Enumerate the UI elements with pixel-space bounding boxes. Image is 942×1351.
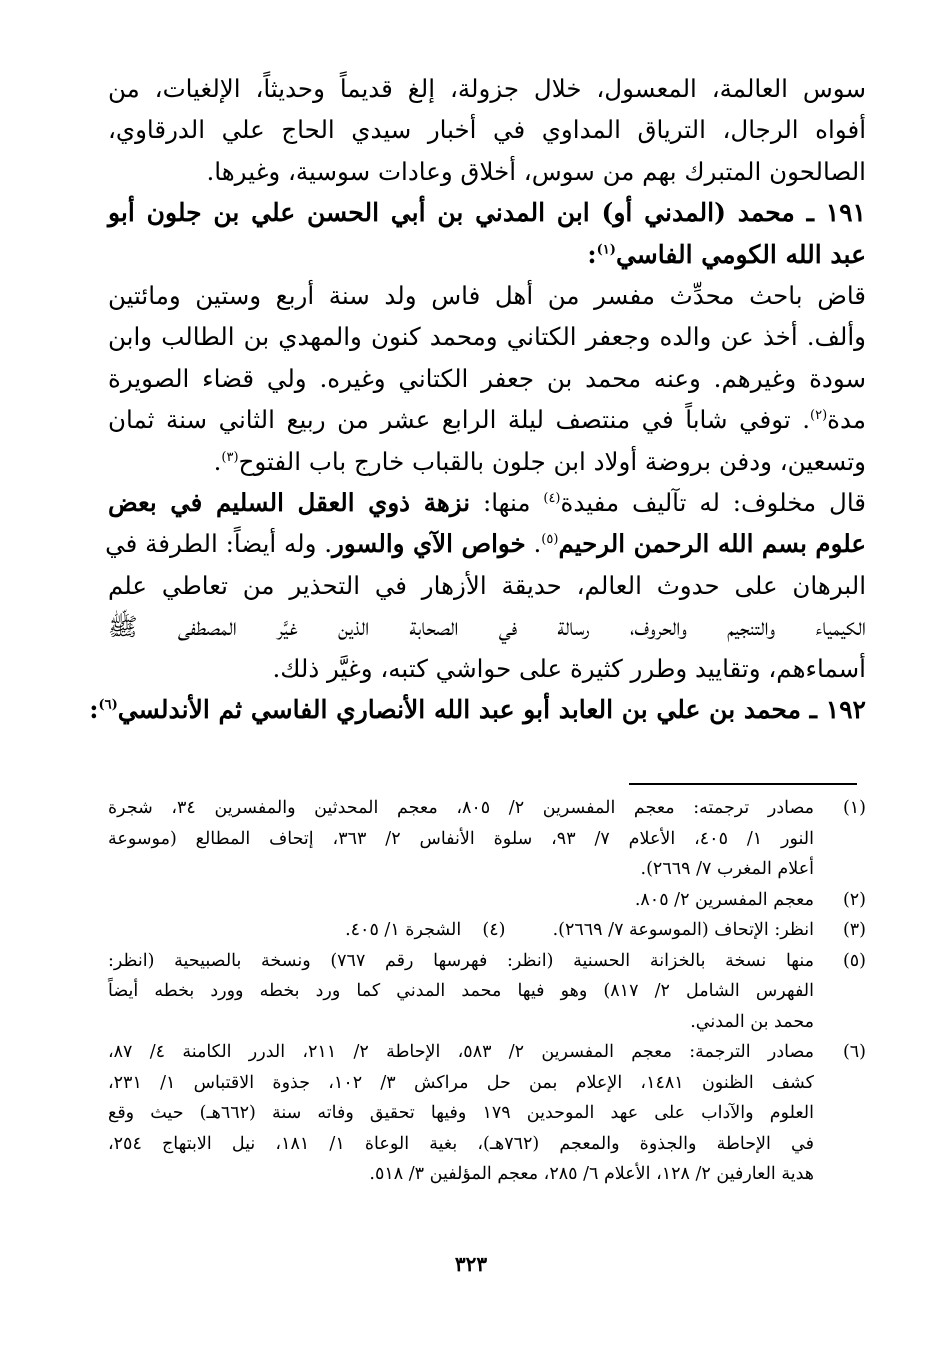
footnote-body	[108, 885, 814, 916]
footnote-line: العلوم والآداب على عهد الموحدين ١٧٩ وفيها تحقيق وفاته سنة (٦٦٢هـ) حيث وقع	[108, 1103, 814, 1123]
text-line: الصالحون المتبرك بهم من سوس، أخلاق وعادات سوسية، وغيرها.	[206, 156, 866, 186]
text-line	[108, 399, 866, 440]
footnote-ref: (٦)	[98, 697, 118, 713]
footnote-body	[108, 1037, 814, 1190]
footnote-ref: (٥)	[541, 532, 559, 548]
text-line: أسماءهم، وتقاييد وطرر كثيرة على حواشي كتبه، وغيَّر ذلك.	[272, 653, 866, 683]
text-line: قاض باحث محدِّث مفسر من أهل فاس ولد سنة أربع وستين ومائتين	[108, 281, 866, 311]
footnote-line: مصادر ترجمته: معجم المفسرين ٢/ ٨٠٥، معجم المحدثين والمفسرين ٣٤، شجرة	[108, 798, 815, 818]
text-span: منها:	[470, 488, 544, 518]
footnote-line: أعلام المغرب ٧/ ٢٦٦٩).	[640, 859, 814, 879]
text-line: سوس العالمة، المعسول، خلال جزولة، إلغ قديماً وحديثاً، الإلغيات، من	[108, 74, 866, 103]
footnote-5	[108, 946, 866, 1038]
footnote-body	[108, 946, 814, 1038]
text-line	[105, 523, 866, 564]
footnote-line: الفهرس الشامل ٢/ ٨١٧) وهو فيها محمد المدني كما ورد بخطه وورد بخطه أيضاً	[108, 981, 814, 1001]
footnote-ref: (٣)	[221, 449, 239, 465]
text-span: .	[525, 529, 542, 559]
footnote-separator	[629, 783, 857, 785]
book-title: علوم بسم الله الرحمن الرحيم	[558, 529, 866, 559]
footnote-line: كشف الظنون ١٤٨١، الإعلام بمن حل مراكش ٣/ ١٠٢، جذوة الاقتباس ١/ ٢٣١،	[108, 1072, 814, 1093]
text-line: وألف. أخذ عن والده وجعفر الكتاني ومحمد كنون والمهدي بن الطالب وابن	[108, 322, 866, 352]
footnote-line	[108, 915, 814, 946]
footnote-number: (١)	[842, 798, 866, 818]
heading-text: ١٩٢ ـ محمد بن علي بن العابد أبو عبد الله الأنصاري الفاسي ثم الأندلسي	[117, 695, 866, 725]
footnote-ref: (١)	[596, 242, 616, 258]
footnote-ref: (٤)	[543, 490, 561, 506]
text-line: الكيمياء والتنجيم والحروف، رسالة في الصحابة الذين غيَّر المصطفى ﷺ	[108, 612, 866, 642]
footnote-3-text: انظر: الإتحاف (الموسوعة ٧/ ٢٦٦٩).	[552, 920, 814, 940]
footnote-number: (٣)	[842, 920, 866, 940]
text-line: البرهان على حدوث العالم، حديقة الأزهار في التحذير من تعاطي علم	[108, 570, 866, 600]
footnotes	[108, 793, 866, 1190]
heading-colon: :	[89, 695, 99, 725]
footnote-line: منها نسخة بالخزانة الحسنية (انظر: فهرسها رقم ٧٦٧) ونسخة بالصبيحية (انظر:	[108, 950, 814, 971]
entry-191-heading: ١٩١ ـ محمد (المدني أو) ابن المدني بن أبي الحسن علي بن جلون أبو	[108, 198, 866, 228]
text-span: . توفي شاباً في منتصف ليلة الرابع عشر من ربيع الثاني سنة ثمان	[108, 405, 811, 435]
text-line	[108, 482, 866, 523]
text-line: سودة وغيرهم. وعنه محمد بن جعفر الكتاني وغيره. ولي قضاء الصويرة	[108, 363, 866, 393]
footnote-1	[108, 793, 866, 885]
text-span: وتسعين، ودفن بروضة أولاد ابن جلون بالقباب خارج باب الفتوح	[238, 446, 866, 476]
footnote-number: (٦)	[842, 1042, 866, 1062]
footnote-line: محمد بن المدني.	[690, 1011, 814, 1032]
footnote-4-text: الشجرة ١/ ٤٠٥.	[345, 920, 462, 940]
footnote-number: (٥)	[842, 950, 866, 971]
footnote-2	[108, 885, 866, 916]
text-line: أفواه الرجال، الترياق المداوي في أخبار سيدي الحاج علي الدرقاوي،	[108, 115, 866, 145]
heading-text: عبد الله الكومي الفاسي	[615, 239, 866, 269]
footnote-body	[108, 793, 814, 885]
footnote-body	[108, 915, 814, 946]
text-line	[108, 441, 866, 482]
page-number: ٣٢٣	[454, 1252, 488, 1276]
footnote-3-4	[108, 915, 866, 946]
book-title: خواص الآي والسور	[332, 529, 526, 559]
footnote-ref: (٢)	[810, 408, 828, 424]
footnote-line: هدية العارفين ٢/ ١٢٨، الأعلام ٦/ ٢٨٥، معجم المؤلفين ٣/ ٥١٨.	[369, 1164, 814, 1184]
text-span: . وله أيضاً: الطرفة في	[105, 529, 333, 559]
footnote-line: مصادر الترجمة: معجم المفسرين ٢/ ٥٨٣، الإحاطة ٢/ ٢١١، الدرر الكامنة ٤/ ٨٧،	[108, 1042, 814, 1062]
text-span: .	[213, 446, 222, 476]
text-span: مدة	[827, 405, 866, 435]
footnote-line: في الإحاطة والجذوة والمعجم (٧٦٢هـ)، بغية الوعاة ١/ ١٨١، نيل الابتهاج ٢٥٤،	[108, 1133, 814, 1154]
footnote-6	[108, 1037, 866, 1190]
footnote-number: (٢)	[842, 889, 866, 910]
entry-191-heading-cont	[108, 234, 866, 275]
heading-colon: :	[587, 239, 597, 269]
footnote-line: معجم المفسرين ٢/ ٨٠٥.	[634, 889, 814, 910]
entry-192-heading	[89, 689, 866, 730]
text-span: قال مخلوف: له تآليف مفيدة	[560, 488, 866, 518]
book-title: نزهة ذوي العقل السليم في بعض	[108, 488, 471, 518]
footnote-line: النور ١/ ٤٠٥، الأعلام ٧/ ٩٣، سلوة الأنفاس ٢/ ٣٦٣، إتحاف المطالع (موسوعة	[108, 828, 814, 849]
main-text	[89, 68, 866, 731]
footnote-4-number: (٤)	[482, 920, 506, 940]
